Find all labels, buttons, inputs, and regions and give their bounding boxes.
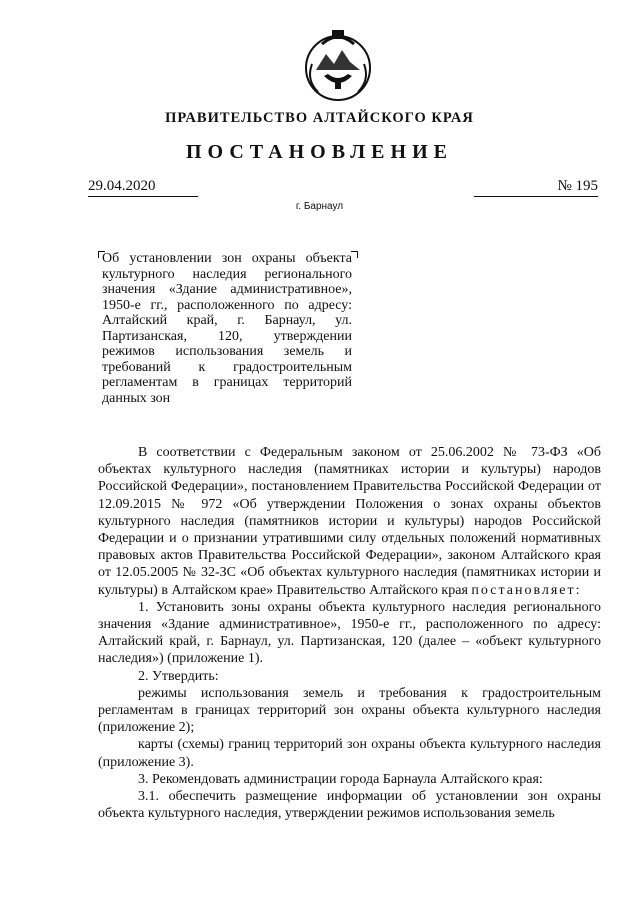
document-date: 29.04.2020 bbox=[88, 178, 198, 197]
clause-1: 1. Установить зоны охраны объекта культурного наследия регионального значения «Здание административное», 1950-е гг., расположенного по адресу: Алтайский край, г. Барнаул, ул. Партизанская, 120 (далее – «объект культурного наследия») (приложение 1). bbox=[98, 599, 601, 667]
clause-2a: режимы использования земель и требования к градостроительным регламентам в границах территорий зон охраны объекта культурного наследия (приложение 2); bbox=[98, 685, 601, 736]
subject-bracket-right bbox=[351, 251, 358, 258]
clause-3: 3. Рекомендовать администрации города Барнаула Алтайского края: bbox=[138, 771, 543, 787]
document-type-title: ПОСТАНОВЛЕНИЕ bbox=[186, 141, 453, 163]
document-city: г. Барнаул bbox=[295, 201, 344, 212]
organization-name: ПРАВИТЕЛЬСТВО АЛТАЙСКОГО КРАЯ bbox=[165, 110, 474, 126]
coat-of-arms-icon bbox=[298, 24, 378, 104]
clause-3-1: 3.1. обеспечить размещение информации об установлении зон охраны объекта культурного наследия, утверждении режимов использования земель bbox=[98, 789, 601, 822]
clause-2b: карты (схемы) границ территорий зон охраны объекта культурного наследия (приложение 3). bbox=[98, 737, 601, 770]
preamble-paragraph bbox=[98, 444, 601, 599]
document-subject: Об установлении зон охраны объекта культурного наследия регионального значения «Здание административное», 1950-е гг., расположенного по адресу: Алтайский край, г. Барнаул, ул. Партизанская, 120, утверждении режимов использования земель и требований к градостроительным регламентам в границах территорий данных зон bbox=[102, 251, 352, 406]
document-number: № 195 bbox=[474, 178, 598, 197]
clause-2: 2. Утвердить: bbox=[138, 668, 219, 684]
preamble-keyword: постановляет: bbox=[471, 582, 582, 598]
document-body bbox=[98, 444, 601, 822]
preamble-text: В соответствии с Федеральным законом от 25.06.2002 № 73-ФЗ «Об объектах культурного наследия (памятниках истории и культуры) народов Российской Федерации», постановлением Правительства Российской Федерации от 12.09.2015 № 972 «Об утверждении Положения о зонах охраны объектов культурного наследия (памятников истории и культуры) народов Российской Федерации и о признании утратившими силу отдельных положений нормативных правовых актов Правительства Российской Федерации», законом Алтайского края от 12.05.2005 № 32-ЗС «Об объектах культурного наследия (памятниках истории и культуры) в Алтайском крае» Правительство Алтайского края bbox=[98, 445, 601, 598]
